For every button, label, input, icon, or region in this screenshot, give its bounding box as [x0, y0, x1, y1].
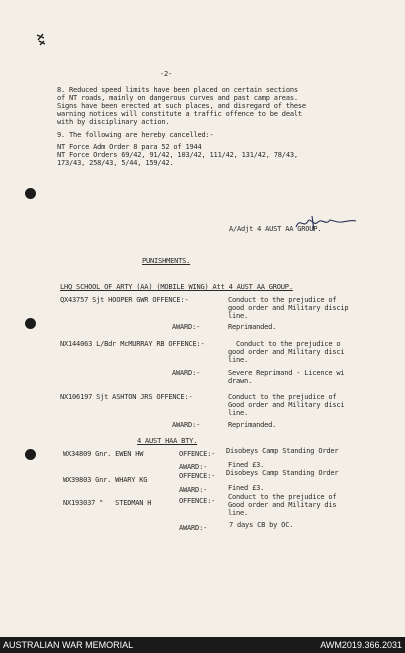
entry-ashton-offence-2: Good order and Military disci — [228, 401, 345, 409]
footer-accession-number: AWM2019.366.2031 — [320, 640, 402, 650]
entry-ewen-award-label: AWARD:- — [179, 463, 208, 471]
entry-whary-award: Fined £3. — [228, 484, 265, 492]
entry-ewen-offence-label: OFFENCE:- — [179, 450, 216, 458]
entry-ashton-id: NX106197 Sjt ASHTON JRS OFFENCE:- — [60, 393, 193, 401]
punch-hole-top — [25, 188, 36, 199]
para8-line-3: Signs have been erected at such places, and disregard of these — [57, 102, 306, 110]
entry-whary-offence-label: OFFENCE:- — [179, 472, 216, 480]
entry-whary-offence: Disobeys Camp Standing Order — [226, 469, 339, 477]
para9-line-4: 173/43, 258/43, 5/44, 159/42. — [57, 159, 174, 167]
section-heading-school-of-arty: LHQ SCHOOL OF ARTY (AA) (MOBILE WING) Att 4 AUST AA GROUP. — [60, 283, 293, 291]
entry-whary-award-label: AWARD:- — [179, 486, 208, 494]
punch-hole-bottom — [25, 449, 36, 460]
entry-ewen-award: Fined £3. — [228, 461, 265, 469]
para8-line-4: warning notices will constitute a traffic offence to be dealt — [57, 110, 302, 118]
entry-ashton-award: Reprimanded. — [228, 421, 277, 429]
entry-ashton-award-label: AWARD:- — [172, 421, 201, 429]
entry-hooper-award-label: AWARD:- — [172, 323, 201, 331]
entry-hooper-id: QX43757 Sjt HOOPER GWR OFFENCE:- — [60, 296, 189, 304]
entry-hooper-offence-3: line. — [228, 312, 249, 320]
entry-mcmurray-id: NX144063 L/Bdr McMURRAY RB OFFENCE:- — [60, 340, 205, 348]
para8-line-2: of NT roads, mainly on dangerous curves and past camp areas. — [57, 94, 298, 102]
para9-line-1: 9. The following are hereby cancelled:- — [57, 131, 214, 139]
para9-line-2: NT Force Adm Order 8 para 52 of 1944 — [57, 143, 202, 151]
entry-hooper-offence-2: good order and Military discip — [228, 304, 349, 312]
entry-ewen-id: WX34809 Gnr. EWEN HW — [63, 450, 144, 458]
entry-stedman-award: 7 days CB by OC. — [229, 521, 294, 529]
para8-line-1: 8. Reduced speed limits have been placed on certain sections — [57, 86, 298, 94]
entry-mcmurray-offence-1: Conduct to the prejudice o — [236, 340, 341, 348]
entry-mcmurray-offence-3: line. — [228, 356, 249, 364]
entry-mcmurray-award-label: AWARD:- — [172, 369, 201, 377]
punch-hole-middle — [25, 318, 36, 329]
footer-institution: AUSTRALIAN WAR MEMORIAL — [3, 640, 134, 650]
entry-mcmurray-award-1: Severe Reprimand - Licence wi — [228, 369, 345, 377]
entry-hooper-award: Reprimanded. — [228, 323, 277, 331]
entry-stedman-offence-3: line. — [228, 509, 249, 517]
entry-stedman-award-label: AWARD:- — [179, 524, 208, 532]
entry-whary-id: WX39803 Gnr. WHARY KG — [63, 476, 148, 484]
signature-block: A/Adjt 4 AUST AA GROUP. — [229, 225, 322, 233]
entry-stedman-offence-2: Good order and Military dis — [228, 501, 337, 509]
handwritten-mark — [35, 32, 47, 46]
entry-mcmurray-award-2: drawn. — [228, 377, 253, 385]
entry-stedman-offence-label: OFFENCE:- — [179, 497, 216, 505]
entry-ewen-offence: Disobeys Camp Standing Order — [226, 447, 339, 455]
footer-bar — [0, 637, 405, 653]
entry-stedman-id: NX193037 " STEDMAN H — [63, 499, 152, 507]
para8-line-5: with by disciplinary action. — [57, 118, 170, 126]
page-number: -2- — [160, 70, 173, 78]
entry-stedman-offence-1: Conduct to the prejudice of — [228, 493, 337, 501]
entry-ashton-offence-1: Conduct to the prejudice of — [228, 393, 337, 401]
para9-line-3: NT Force Orders 69/42, 91/42, 103/42, 111/42, 131/42, 78/43, — [57, 151, 298, 159]
entry-ashton-offence-3: line. — [228, 409, 249, 417]
entry-hooper-offence-1: Conduct to the prejudice of — [228, 296, 337, 304]
entry-mcmurray-offence-2: good order and Military disci — [228, 348, 345, 356]
section-heading-haa-bty: 4 AUST HAA BTY. — [137, 437, 198, 445]
punishments-heading: PUNISHMENTS. — [142, 257, 191, 265]
